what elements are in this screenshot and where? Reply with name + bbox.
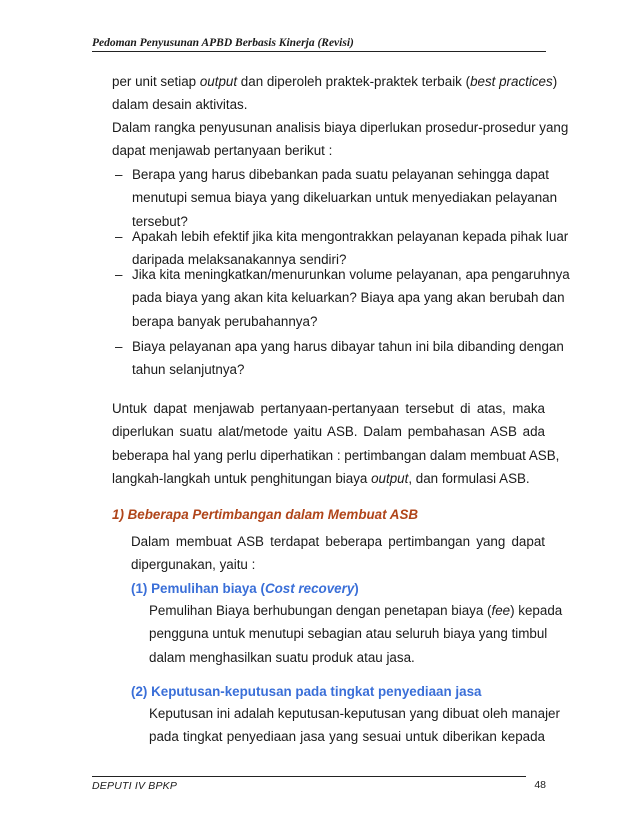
footer-label: DEPUTI IV BPKP xyxy=(92,780,178,792)
subsection-heading: (1) Pemulihan biaya (Cost recovery) xyxy=(131,581,359,596)
page-number: 48 xyxy=(534,779,546,791)
bullet-text: Apakah lebih efektif jika kita mengontrakkan pelayanan kepada pihak luar daripada melaksanakannya sendiri? xyxy=(132,229,569,268)
paragraph-line: Dalam rangka penyusunan analisis biaya diperlukan prosedur-prosedur yang xyxy=(112,120,569,135)
dash-bullet-icon: – xyxy=(115,229,123,244)
header-rule xyxy=(92,51,546,52)
paragraph-line: diperlukan suatu alat/metode yaitu ASB. Dalam pembahasan ASB ada xyxy=(112,424,545,440)
section-paragraph xyxy=(131,530,545,577)
paragraph-line: dapat menjawab pertanyaan berikut : xyxy=(112,143,333,159)
paragraph-line: Untuk dapat menjawab pertanyaan-pertanyaan tersebut di atas, maka xyxy=(112,401,545,416)
paragraph-line: langkah-langkah untuk penghitungan biaya output, dan formulasi ASB. xyxy=(112,470,530,486)
paragraph-line: dipergunakan, yaitu : xyxy=(131,557,256,573)
paragraph-line: Pemulihan Biaya berhubungan dengan penetapan biaya (fee) kepada xyxy=(149,603,563,618)
paragraph-line: per unit setiap output dan diperoleh praktek-praktek terbaik (best practices) xyxy=(112,74,558,89)
subsection-paragraph xyxy=(149,702,560,749)
paragraph-line: Keputusan ini adalah keputusan-keputusan yang dibuat oleh manajer xyxy=(149,706,560,721)
paragraph-line: pada tingkat penyediaan jasa yang sesuai untuk diberikan kepada xyxy=(149,729,545,745)
bullet-text: Biaya pelayanan apa yang harus dibayar tahun ini bila dibanding dengan tahun selanjutnya? xyxy=(132,339,564,378)
paragraph-intro xyxy=(112,70,558,117)
section-heading: 1) Beberapa Pertimbangan dalam Membuat ASB xyxy=(112,507,419,522)
paragraph-line: beberapa hal yang perlu diperhatikan : pertimbangan dalam membuat ASB, xyxy=(112,447,560,463)
paragraph-line: pengguna untuk menutupi sebagian atau seluruh biaya yang timbul xyxy=(149,626,548,642)
paragraph-questions-intro xyxy=(112,116,569,163)
dash-bullet-icon: – xyxy=(115,167,123,182)
bullet-item xyxy=(112,163,558,233)
bullet-item xyxy=(112,263,570,333)
bullet-text: Jika kita meningkatkan/menurunkan volume pelayanan, apa pengaruhnya pada biaya yang akan kita keluarkan? Biaya apa yang akan berubah dan berapa banyak perubahannya? xyxy=(132,267,570,329)
subsection-paragraph xyxy=(149,599,563,669)
paragraph-line: dalam desain aktivitas. xyxy=(112,97,248,113)
paragraph-asb xyxy=(112,397,560,490)
paragraph-line: dalam menghasilkan suatu produk atau jasa. xyxy=(149,649,415,665)
bullet-item xyxy=(112,335,564,382)
subsection-heading: (2) Keputusan-keputusan pada tingkat penyediaan jasa xyxy=(131,684,482,699)
page-header-title: Pedoman Penyusunan APBD Berbasis Kinerja (Revisi) xyxy=(92,37,354,49)
footer-rule xyxy=(92,776,526,777)
paragraph-line: Dalam membuat ASB terdapat beberapa pertimbangan yang dapat xyxy=(131,534,545,549)
dash-bullet-icon: – xyxy=(115,339,123,354)
dash-bullet-icon: – xyxy=(115,267,123,282)
bullet-text: Berapa yang harus dibebankan pada suatu pelayanan sehingga dapat menutupi semua biaya yang dikeluarkan untuk menyediakan pelayanan tersebut? xyxy=(132,167,558,229)
